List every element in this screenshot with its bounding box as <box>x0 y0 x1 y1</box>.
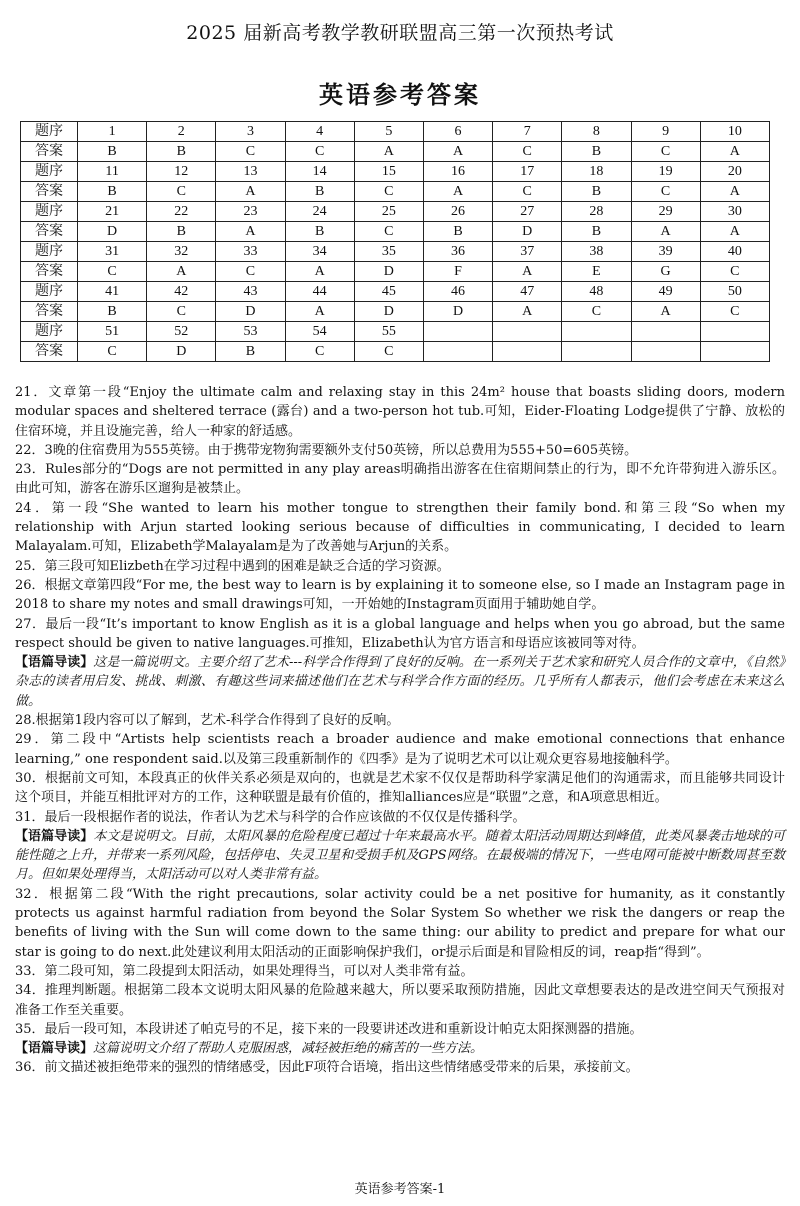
answer-cell: A <box>147 262 216 282</box>
question-row <box>21 322 770 342</box>
question-number-cell: 40 <box>700 242 769 262</box>
answer-cell: A <box>423 142 492 162</box>
guide-tag: 【语篇导读】 <box>15 1041 94 1057</box>
question-row <box>21 122 770 142</box>
explanation-text: 27．最后一段“It’s important to know English as it is a global language and helps when you go abroad, but the same respect should be given to native languages.可推知，Elizabeth认为官方语言和母语应该被同等对待。 <box>15 616 785 651</box>
answer-cell: D <box>354 302 423 322</box>
question-row-label: 题序 <box>21 122 78 142</box>
answer-cell: A <box>423 182 492 202</box>
question-row <box>21 242 770 262</box>
question-number-cell: 19 <box>631 162 700 182</box>
question-number-cell: 34 <box>285 242 354 262</box>
guide-tag: 【语篇导读】 <box>15 655 94 671</box>
answer-cell <box>493 342 562 362</box>
page-title: 2025 届新高考教学教研联盟高三第一次预热考试 <box>186 22 614 44</box>
answer-cell: A <box>354 142 423 162</box>
question-number-cell: 20 <box>700 162 769 182</box>
question-number-cell: 22 <box>147 202 216 222</box>
answer-cell: B <box>147 142 216 162</box>
answer-cell: A <box>285 302 354 322</box>
answer-cell: B <box>562 142 631 162</box>
question-number-cell: 21 <box>78 202 147 222</box>
answer-cell: C <box>147 302 216 322</box>
explanation-item <box>15 769 785 808</box>
explanation-item <box>15 576 785 615</box>
question-row <box>21 282 770 302</box>
question-number-cell: 17 <box>493 162 562 182</box>
question-number-cell: 8 <box>562 122 631 142</box>
explanation-item <box>15 460 785 499</box>
question-number-cell: 33 <box>216 242 285 262</box>
answer-cell: C <box>285 342 354 362</box>
explanation-item <box>15 711 785 730</box>
answer-cell: A <box>216 182 285 202</box>
answer-cell: A <box>493 302 562 322</box>
answer-cell: B <box>285 182 354 202</box>
explanation-item <box>15 1020 785 1039</box>
question-number-cell: 48 <box>562 282 631 302</box>
answer-cell: A <box>700 182 769 202</box>
answer-cell: B <box>562 222 631 242</box>
answer-cell: C <box>285 142 354 162</box>
answer-cell <box>423 342 492 362</box>
question-number-cell: 36 <box>423 242 492 262</box>
question-number-cell: 31 <box>78 242 147 262</box>
answer-cell: B <box>216 342 285 362</box>
explanation-text: 26．根据文章第四段“For me, the best way to learn is by explaining it to someone else, so I made an Instagram page in 2018 to share my notes and small drawings可知，一开始她的Instagram页面用于辅助她自学。 <box>15 577 785 613</box>
question-number-cell: 6 <box>423 122 492 142</box>
question-number-cell: 18 <box>562 162 631 182</box>
question-number-cell: 7 <box>493 122 562 142</box>
explanation-text: 23．Rules部分的“Dogs are not permitted in any play areas明确指出游客在住宿期间禁止的行为，即不允许带狗进入游乐区。由此可知，游客在游乐区遛狗是被禁止。 <box>15 462 785 497</box>
question-number-cell: 42 <box>147 282 216 302</box>
explanation-item <box>15 615 785 654</box>
answer-cell: D <box>147 342 216 362</box>
answer-cell: G <box>631 262 700 282</box>
explanation-item <box>15 808 785 827</box>
question-number-cell: 38 <box>562 242 631 262</box>
question-number-cell <box>423 322 492 342</box>
question-number-cell: 50 <box>700 282 769 302</box>
question-number-cell: 27 <box>493 202 562 222</box>
question-number-cell: 1 <box>78 122 147 142</box>
answer-cell: C <box>493 142 562 162</box>
question-number-cell: 11 <box>78 162 147 182</box>
answer-cell: C <box>78 262 147 282</box>
question-number-cell: 13 <box>216 162 285 182</box>
answer-cell: C <box>631 182 700 202</box>
answer-cell: F <box>423 262 492 282</box>
question-number-cell <box>562 322 631 342</box>
answer-row <box>21 262 770 282</box>
explanation-text: 28.根据第1段内容可以了解到，艺术-科学合作得到了良好的反响。 <box>15 713 400 729</box>
answer-cell: C <box>147 182 216 202</box>
question-number-cell: 35 <box>354 242 423 262</box>
answer-row <box>21 342 770 362</box>
answer-cell: A <box>631 302 700 322</box>
answer-cell: D <box>78 222 147 242</box>
passage-guide <box>15 653 785 711</box>
question-number-cell: 30 <box>700 202 769 222</box>
explanation-text: 35．最后一段可知，本段讲述了帕克号的不足，接下来的一段要讲述改进和重新设计帕克太阳探测器的措施。 <box>15 1021 643 1037</box>
question-row-label: 题序 <box>21 202 78 222</box>
answer-row-label: 答案 <box>21 342 78 362</box>
explanation-item <box>15 885 785 962</box>
answer-cell: E <box>562 262 631 282</box>
answer-row-label: 答案 <box>21 262 78 282</box>
explanations <box>15 383 785 1078</box>
answer-cell: C <box>354 222 423 242</box>
question-number-cell: 2 <box>147 122 216 142</box>
answer-cell: D <box>423 302 492 322</box>
question-row <box>21 162 770 182</box>
question-number-cell: 47 <box>493 282 562 302</box>
question-row-label: 题序 <box>21 282 78 302</box>
answer-cell: B <box>147 222 216 242</box>
answer-cell: A <box>493 262 562 282</box>
question-number-cell: 43 <box>216 282 285 302</box>
answer-cell: A <box>285 262 354 282</box>
explanation-item <box>15 981 785 1020</box>
explanation-item <box>15 441 785 460</box>
answer-row <box>21 142 770 162</box>
question-number-cell: 55 <box>354 322 423 342</box>
answer-cell: C <box>493 182 562 202</box>
explanation-item <box>15 962 785 981</box>
question-number-cell: 32 <box>147 242 216 262</box>
question-row-label: 题序 <box>21 322 78 342</box>
question-number-cell: 16 <box>423 162 492 182</box>
answer-cell: C <box>216 142 285 162</box>
answer-row-label: 答案 <box>21 182 78 202</box>
answer-cell: B <box>78 302 147 322</box>
answer-cell: C <box>562 302 631 322</box>
answer-cell: D <box>354 262 423 282</box>
answer-cell: C <box>78 342 147 362</box>
answer-cell <box>631 342 700 362</box>
question-number-cell: 12 <box>147 162 216 182</box>
answer-row-label: 答案 <box>21 222 78 242</box>
explanation-text: 36．前文描述被拒绝带来的强烈的情绪感受，因此F项符合语境，指出这些情绪感受带来的后果，承接前文。 <box>15 1060 639 1076</box>
question-number-cell <box>493 322 562 342</box>
question-number-cell: 26 <box>423 202 492 222</box>
question-row <box>21 202 770 222</box>
question-number-cell: 23 <box>216 202 285 222</box>
answer-cell: A <box>700 222 769 242</box>
answer-cell: B <box>562 182 631 202</box>
question-number-cell: 24 <box>285 202 354 222</box>
answer-cell: C <box>354 182 423 202</box>
explanation-item <box>15 383 785 441</box>
answer-row <box>21 302 770 322</box>
explanation-text: 29．第二段中“Artists help scientists reach a broader audience and make emotional connections that enhance learning,” one respondent said.以及第三段重新制作的《四季》是为了说明艺术可以让观众更容易地接触科学。 <box>15 732 785 767</box>
question-number-cell: 49 <box>631 282 700 302</box>
question-number-cell: 25 <box>354 202 423 222</box>
question-number-cell: 53 <box>216 322 285 342</box>
explanation-text: 这篇说明文介绍了帮助人克服困惑，减轻被拒绝的痛苦的一些方法。 <box>93 1041 484 1057</box>
question-number-cell: 52 <box>147 322 216 342</box>
question-number-cell: 10 <box>700 122 769 142</box>
answer-row <box>21 182 770 202</box>
passage-guide <box>15 827 785 885</box>
explanation-item <box>15 557 785 576</box>
explanation-item <box>15 730 785 769</box>
question-number-cell: 44 <box>285 282 354 302</box>
explanation-text: 21．文章第一段“Enjoy the ultimate calm and relaxing stay in this 24m² house that boasts sliding doors, modern modular spaces and sheltered terrace (露台) and a two-person hot tub.可知，Eider-Floating Lodge提供了宁静、放松的住宿环境，并且设施完善，给人一种家的舒适感。 <box>15 385 785 439</box>
answer-table <box>20 121 770 362</box>
question-number-cell: 39 <box>631 242 700 262</box>
answer-cell: A <box>216 222 285 242</box>
question-number-cell <box>631 322 700 342</box>
answer-cell <box>562 342 631 362</box>
explanation-text: 这是一篇说明文。主要介绍了艺术---科学合作得到了良好的反响。在一系列关于艺术家和研究人员合作的文章中，《自然》杂志的读者用启发、挑战、刺激、有趣这些词来描述他们在艺术与科学合作方面的经历。几乎所有人都表示，他们会考虑在未来这么做。 <box>15 655 785 709</box>
question-number-cell: 4 <box>285 122 354 142</box>
explanation-text: 31．最后一段根据作者的说法，作者认为艺术与科学的合作应该做的不仅仅是传播科学。 <box>15 809 526 825</box>
passage-guide <box>15 1039 785 1058</box>
answer-cell: C <box>216 262 285 282</box>
question-number-cell: 37 <box>493 242 562 262</box>
explanation-text: 34．推理判断题。根据第二段本文说明太阳风暴的危险越来越大，所以要采取预防措施，因此文章想要表达的是改进空间天气预报对准备工作至关重要。 <box>15 983 785 1018</box>
explanation-text: 本文是说明文。目前，太阳风暴的危险程度已超过十年来最高水平。随着太阳活动周期达到峰值，此类风暴袭击地球的可能性随之上升，并带来一系列风险，包括停电、失灵卫星和受损手机及GPS网络。在最极端的情况下，一些电网可能被中断数周甚至数月。但如果处理得当，太阳活动可以对人类非常有益。 <box>15 828 785 883</box>
answer-cell: B <box>78 142 147 162</box>
question-number-cell: 9 <box>631 122 700 142</box>
answer-cell: B <box>423 222 492 242</box>
page-footer: 英语参考答案-1 <box>354 1182 446 1197</box>
question-number-cell: 54 <box>285 322 354 342</box>
explanation-text: 33．第二段可知，第二段提到太阳活动，如果处理得当，可以对人类非常有益。 <box>15 963 474 979</box>
answer-cell: C <box>631 142 700 162</box>
question-number-cell: 29 <box>631 202 700 222</box>
answer-cell: C <box>700 262 769 282</box>
question-number-cell: 41 <box>78 282 147 302</box>
answer-cell: D <box>493 222 562 242</box>
answer-cell: B <box>78 182 147 202</box>
answer-row-label: 答案 <box>21 302 78 322</box>
question-number-cell: 51 <box>78 322 147 342</box>
question-number-cell: 45 <box>354 282 423 302</box>
document-title: 英语参考答案 <box>319 80 481 109</box>
answer-cell: B <box>285 222 354 242</box>
question-number-cell: 28 <box>562 202 631 222</box>
explanation-text: 30．根据前文可知，本段真正的伙伴关系必须是双向的，也就是艺术家不仅仅是帮助科学家满足他们的沟通需求，而且能够共同设计这个项目，并能互相批评对方的工作，这种联盟是最有价值的，推知alliances应是“联盟”之意，和A项意思相近。 <box>15 770 785 806</box>
explanation-text: 22．3晚的住宿费用为555英镑。由于携带宠物狗需要额外支付50英镑，所以总费用为555+50=605英镑。 <box>15 442 638 458</box>
guide-tag: 【语篇导读】 <box>15 828 94 844</box>
explanation-item <box>15 1058 785 1077</box>
answer-cell: A <box>700 142 769 162</box>
answer-cell: C <box>354 342 423 362</box>
question-number-cell <box>700 322 769 342</box>
explanation-item <box>15 499 785 557</box>
question-row-label: 题序 <box>21 162 78 182</box>
explanation-text: 25．第三段可知Elizbeth在学习过程中遇到的困难是缺乏合适的学习资源。 <box>15 558 450 574</box>
question-number-cell: 15 <box>354 162 423 182</box>
question-number-cell: 46 <box>423 282 492 302</box>
answer-row <box>21 222 770 242</box>
question-number-cell: 3 <box>216 122 285 142</box>
question-row-label: 题序 <box>21 242 78 262</box>
question-number-cell: 14 <box>285 162 354 182</box>
answer-cell: A <box>631 222 700 242</box>
explanation-text: 24．第一段“She wanted to learn his mother tongue to strengthen their family bond.和第三段“So when my relationship with Arjun started looking serious because of difficulties in communicating, I decided to learn Malayalam.可知，Elizabeth学Malayalam是为了改善她与Arjun的关系。 <box>15 500 785 555</box>
answer-cell: D <box>216 302 285 322</box>
answer-cell <box>700 342 769 362</box>
answer-row-label: 答案 <box>21 142 78 162</box>
answer-cell: C <box>700 302 769 322</box>
explanation-text: 32．根据第二段“With the right precautions, solar activity could be a net positive for humanity, as it constantly protects us against harmful radiation from beyond the Solar System So whether we risk the dangers or reap the benefits of living with the Sun will come down to the same thing: our ability to predict and prepare for what our star is going to do next.此处建议利用太阳活动的正面影响保护我们，or提示后面是和冒险相反的词，reap指“得到”。 <box>15 886 785 960</box>
question-number-cell: 5 <box>354 122 423 142</box>
